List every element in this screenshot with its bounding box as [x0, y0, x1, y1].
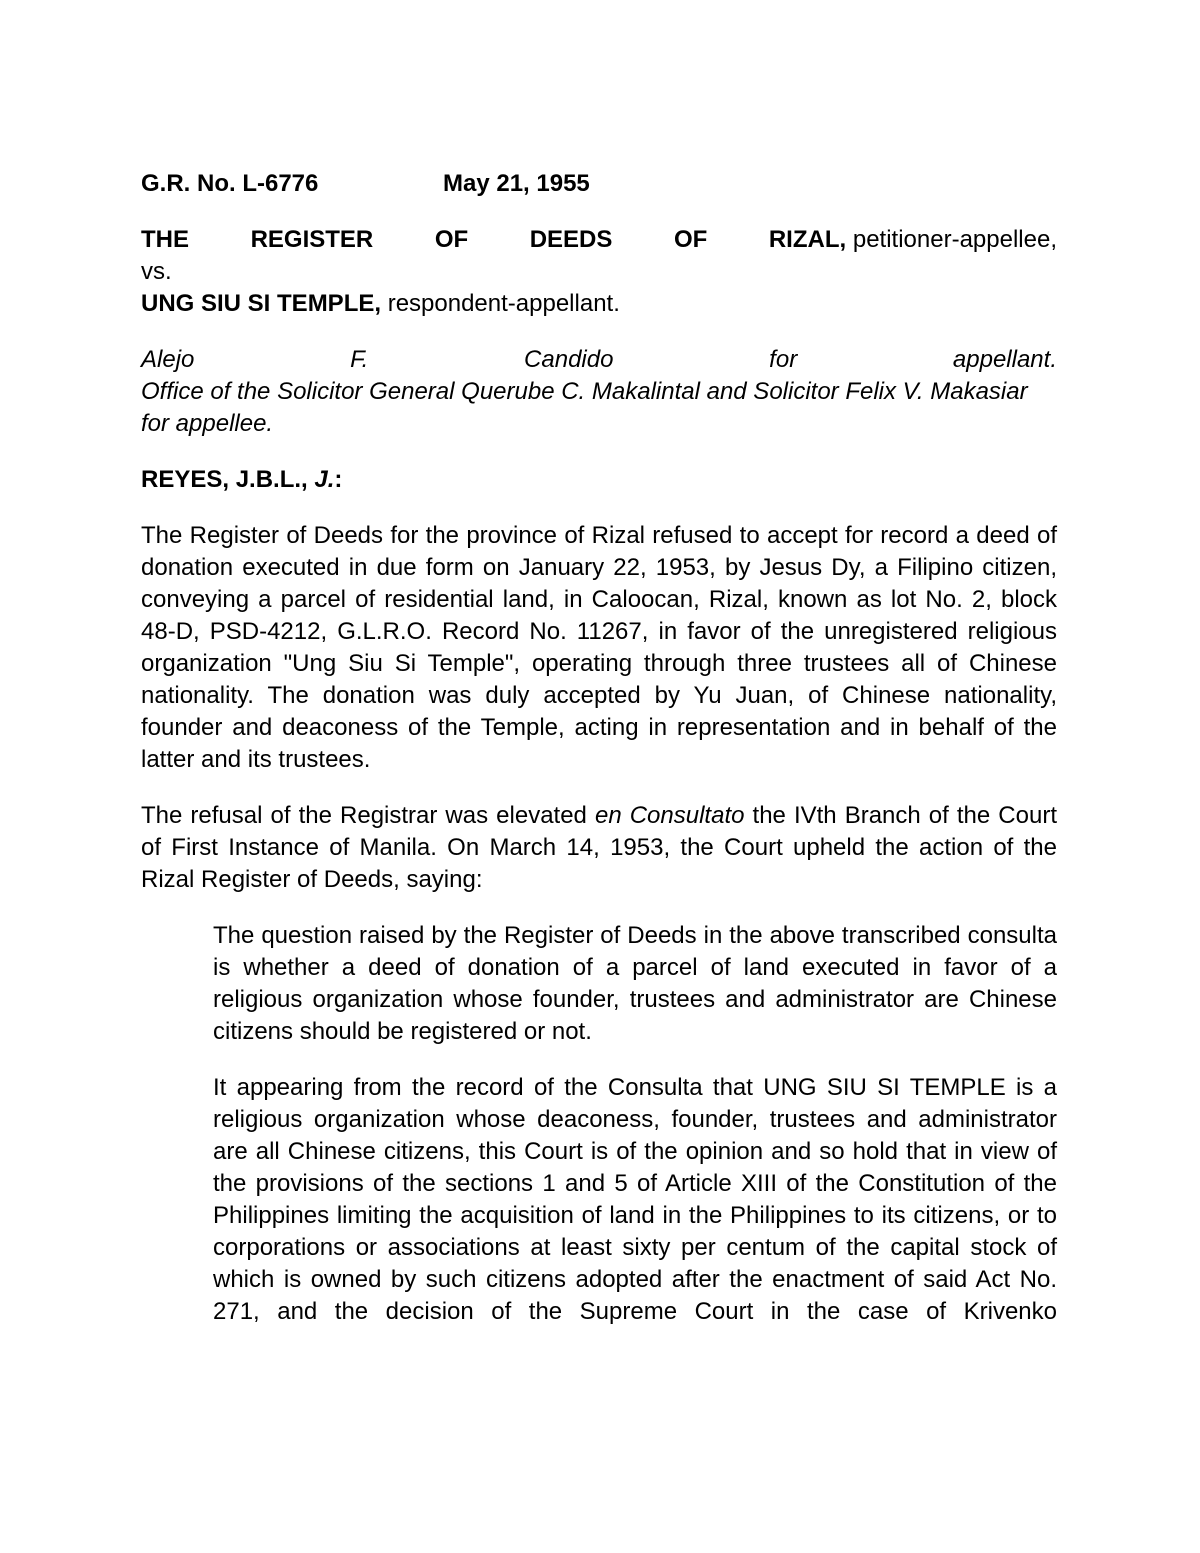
- paragraph-refusal: [141, 800, 1057, 896]
- paragraph-text: The refusal of the Registrar was elevated: [141, 802, 595, 829]
- ponente-name: REYES, J.B.L.,: [141, 466, 308, 493]
- counsel-word: Candido: [524, 346, 614, 373]
- petitioner-role: petitioner-appellee,: [852, 226, 1057, 253]
- paragraph-facts: The Register of Deeds for the province of Rizal refused to accept for record a deed of donation executed in due form on January 22, 1953, by Jesus Dy, a Filipino citizen, conveying a parcel of residential land, in Caloocan, Rizal, known as lot No. 2, block 48-D, PSD-4212, G.L.R.O. Record No. 11267, in favor of the unregistered religious organization "Ung Siu Si Temple", operating through three trustees all of Chinese nationality. The donation was duly accepted by Yu Juan, of Chinese nationality, founder and deaconess of the Temple, acting in representation and in behalf of the latter and its trustees.: [141, 522, 1057, 773]
- respondent-name: UNG SIU SI TEMPLE,: [141, 290, 382, 317]
- ponente-colon: :: [334, 466, 343, 493]
- block-quote-ruling: It appearing from the record of the Consulta that UNG SIU SI TEMPLE is a religious organization whose deaconess, founder, trustees and administrator are all Chinese citizens, this Court is of the opinion and so hold that in view of the provisions of the sections 1 and 5 of Article XIII of the Constitution of the Philippines limiting the acquisition of land in the Philippines to its citizens, or to corporations or associations at least sixty per centum of the capital stock of which is owned by such citizens adopted after the enactment of said Act No. 271, and the decision of the Supreme Court in the case of Krivenko: [213, 1074, 1057, 1325]
- versus: vs.: [141, 258, 172, 285]
- petitioner-word: OF: [673, 226, 708, 253]
- petitioner-tail: [769, 224, 1057, 256]
- ponente: [141, 464, 1057, 496]
- decision-date: May 21, 1955: [443, 170, 590, 197]
- case-caption: [141, 168, 1057, 200]
- paragraph-text: the IVth Branch of the Court of First Instance of Manila. On March 14, 1953, the Court upheld the action of the Rizal Register of Deeds, saying:: [141, 802, 1057, 893]
- appellant-counsel-line: [141, 344, 1057, 376]
- block-quote-question: The question raised by the Register of Deeds in the above transcribed consulta is whether a deed of donation of a parcel of land executed in favor of a religious organization whose founder, trustees and administrator are Chinese citizens should be registered or not.: [213, 922, 1057, 1045]
- ponente-title: J.: [314, 466, 335, 493]
- petitioner-line: [141, 224, 1057, 256]
- counsel-block: [141, 344, 1057, 440]
- document-page: [141, 168, 1057, 1352]
- respondent-role: respondent-appellant.: [387, 290, 620, 317]
- case-parties: [141, 224, 1057, 320]
- counsel-word: Alejo: [141, 346, 195, 373]
- counsel-word: F.: [350, 346, 369, 373]
- case-number: G.R. No. L-6776: [141, 170, 319, 197]
- counsel-word: appellant.: [952, 346, 1057, 373]
- counsel-word: for: [769, 346, 798, 373]
- petitioner-word: REGISTER: [250, 226, 374, 253]
- paragraph-italic: en Consultato: [594, 802, 745, 829]
- respondent-line: [141, 288, 1057, 320]
- petitioner-word: THE: [141, 226, 189, 253]
- appellee-counsel: Office of the Solicitor General Querube C. Makalintal and Solicitor Felix V. Makasiar for appellee.: [141, 378, 1028, 437]
- petitioner-word: DEEDS: [529, 226, 613, 253]
- petitioner-word: RIZAL,: [768, 226, 847, 253]
- petitioner-word: OF: [434, 226, 469, 253]
